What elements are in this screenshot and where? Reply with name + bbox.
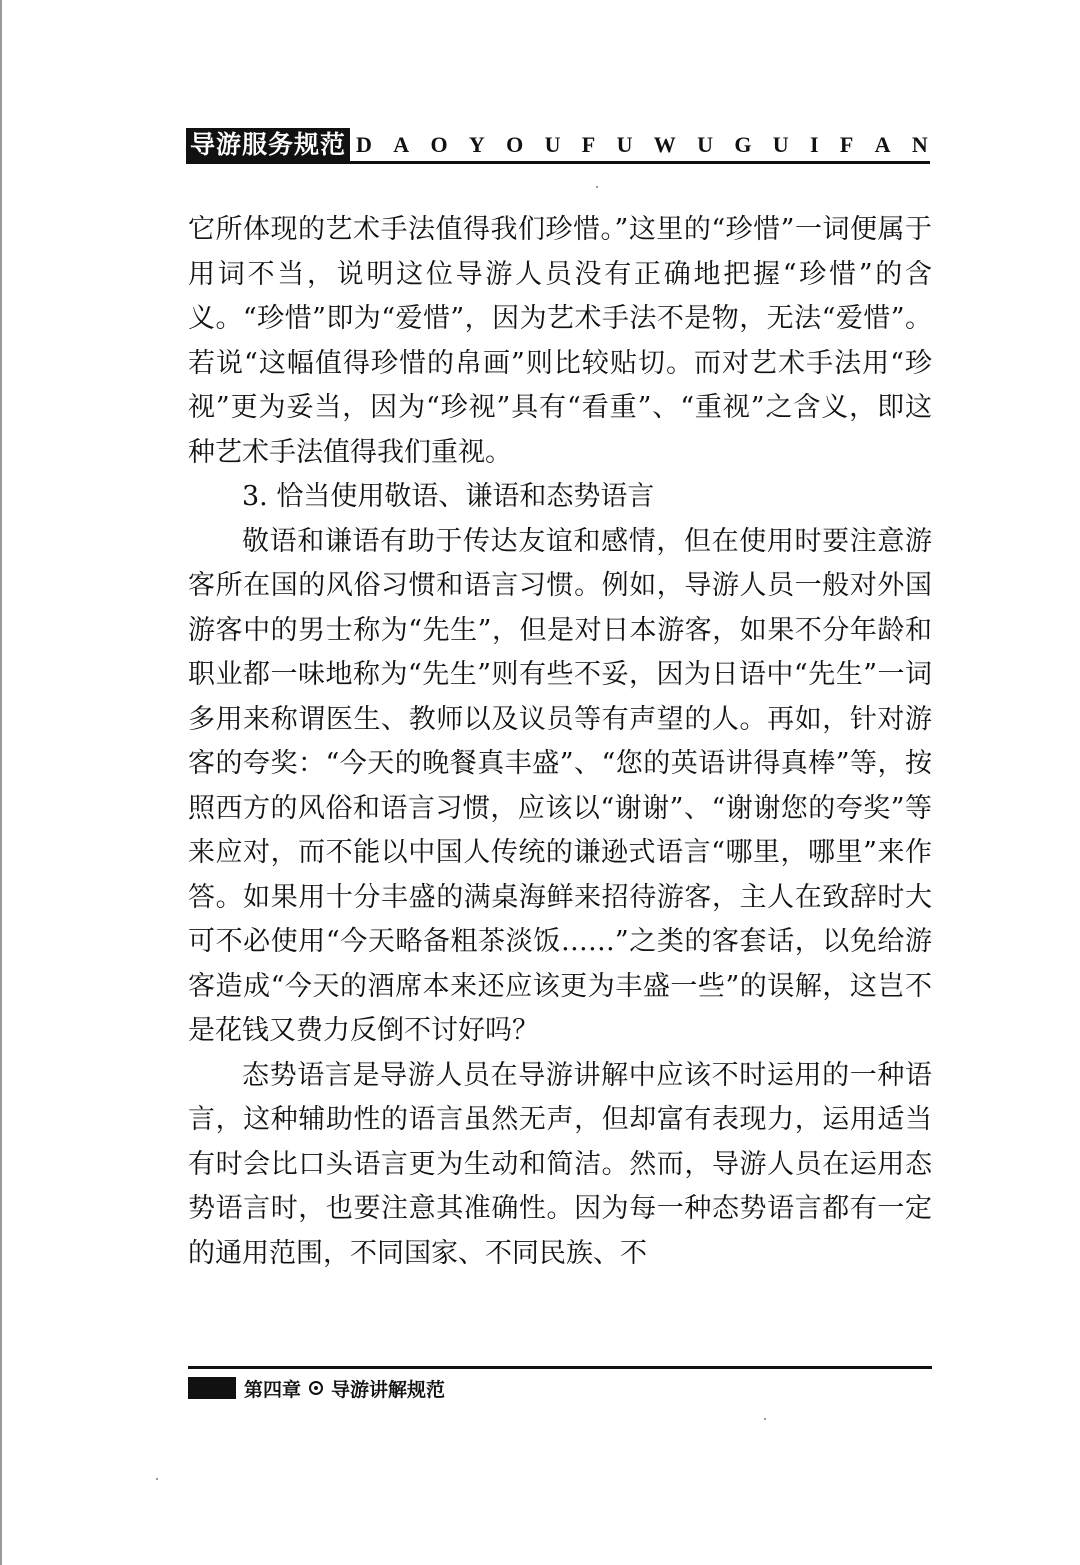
paragraph: 敬语和谦语有助于传达友谊和感情，但在使用时要注意游客所在国的风俗习惯和语言习惯。例如，导游人员一般对外国游客中的男士称为“先生”，但是对日本游客，如果不分年龄和职业都一味地称为“先生”则有些不妥，因为日语中“先生”一词多用来称谓医生、教师以及议员等有声望的人。再如，针对游客的夸奖：“今天的晚餐真丰盛”、“您的英语讲得真棒”等，按照西方的风俗和语言习惯，应该以“谢谢”、“谢谢您的夸奖”等来应对，而不能以中国人传统的谦逊式语言“哪里，哪里”来作答。如果用十分丰盛的满桌海鲜来招待游客，主人在致辞时大可不必使用“今天略备粗茶淡饭……”之类的客套话，以免给游客造成“今天的酒席本来还应该更为丰盛一些”的误解，这岂不是花钱又费力反倒不讨好吗？ xyxy=(188,525,932,1046)
page-number-block xyxy=(188,1377,236,1399)
header-letter: A xyxy=(874,131,891,157)
header-letter: O xyxy=(430,131,448,157)
header-letter: F xyxy=(839,131,854,157)
page-edge xyxy=(0,0,2,1565)
body-text xyxy=(188,208,932,1276)
scan-speck xyxy=(156,1478,158,1480)
header-title: 导游服务规范 xyxy=(186,128,350,161)
running-footer xyxy=(188,1374,445,1402)
header-letter: A xyxy=(393,131,410,157)
section-heading: 3. 恰当使用敬语、谦语和态势语言 xyxy=(242,481,655,512)
footer-section: 导游讲解规范 xyxy=(331,1378,446,1401)
running-header xyxy=(186,128,930,164)
header-letter: U xyxy=(772,131,789,157)
footer-rule xyxy=(188,1366,932,1369)
paragraph: 它所体现的艺术手法值得我们珍惜。”这里的“珍惜”一词便属于用词不当，说明这位导游人员没有正确地把握“珍惜”的含义。“珍惜”即为“爱惜”，因为艺术手法不是物，无法“爱惜”。若说“这幅值得珍惜的帛画”则比较贴切。而对艺术手法用“珍视”更为妥当，因为“珍视”具有“看重”、“重视”之含义，即这种艺术手法值得我们重视。 xyxy=(188,214,932,468)
header-pinyin xyxy=(356,128,928,161)
header-letter: N xyxy=(911,131,928,157)
header-letter: F xyxy=(581,131,596,157)
footer-chapter: 第四章 xyxy=(244,1378,302,1401)
header-letter: O xyxy=(506,131,524,157)
header-letter: U xyxy=(544,131,561,157)
header-letter: G xyxy=(734,131,752,157)
header-letter: D xyxy=(356,131,372,157)
circle-dot-icon xyxy=(309,1381,323,1395)
header-letter: Y xyxy=(468,131,485,157)
header-rule xyxy=(186,161,930,164)
header-letter: I xyxy=(810,131,819,157)
header-letter: U xyxy=(616,131,633,157)
header-letter: U xyxy=(697,131,713,157)
scan-speck xyxy=(764,1418,766,1420)
scan-speck xyxy=(596,186,598,188)
header-letter: W xyxy=(653,131,676,157)
paragraph: 态势语言是导游人员在导游讲解中应该不时运用的一种语言，这种辅助性的语言虽然无声，但却富有表现力，运用适当有时会比口头语言更为生动和简洁。然而，导游人员在运用态势语言时，也要注意其准确性。因为每一种态势语言都有一定的通用范围，不同国家、不同民族、不 xyxy=(188,1059,932,1269)
